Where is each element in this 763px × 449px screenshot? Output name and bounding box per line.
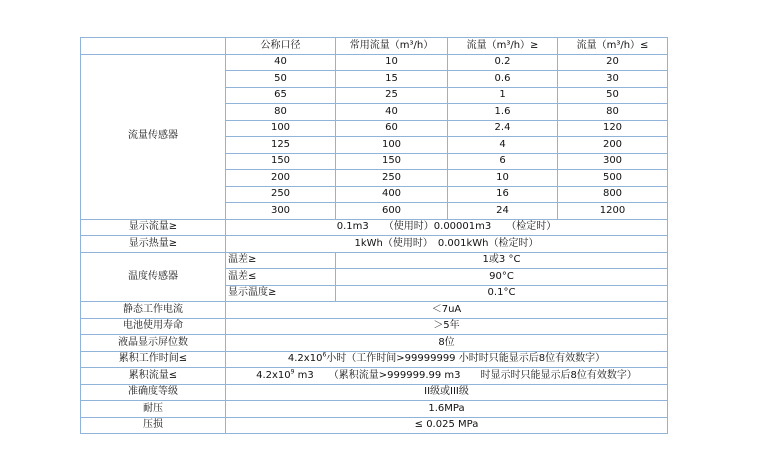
- battery-life-value: ＞5年: [226, 318, 668, 335]
- spec-table: [80, 37, 668, 434]
- lcd-digits-row: [81, 335, 668, 352]
- common-flow-cell: 100: [336, 137, 448, 154]
- max-flow-cell: 30: [558, 71, 668, 88]
- accuracy-class-label: 准确度等级: [81, 384, 226, 401]
- work-time-value-text: 小时（工作时间>99999999 小时时只能显示后8位有效数字）: [326, 353, 606, 364]
- min-flow-cell: 2.4: [448, 120, 558, 137]
- nominal-diameter-cell: 100: [226, 120, 336, 137]
- temp-param-value: 0.1°C: [336, 285, 668, 302]
- pressure-loss-value: ≤ 0.025 MPa: [226, 417, 668, 434]
- common-flow-cell: 10: [336, 54, 448, 71]
- lcd-digits-label: 液晶显示屏位数: [81, 335, 226, 352]
- common-flow-cell: 25: [336, 87, 448, 104]
- display-flow-label: 显示流量≥: [81, 219, 226, 236]
- accuracy-class-value: II级或III级: [226, 384, 668, 401]
- display-flow-row: [81, 219, 668, 236]
- display-flow-value: 0.1m3 （使用时）0.00001m3 （检定时）: [226, 219, 668, 236]
- work-time-row: [81, 351, 668, 368]
- pressure-resistance-value: 1.6MPa: [226, 401, 668, 418]
- cumulative-flow-value-text: m3 （累积流量>999999.99 m3 时显示时只能显示后8位有效数字）: [294, 369, 637, 381]
- nominal-diameter-cell: 80: [226, 104, 336, 121]
- common-flow-cell: 15: [336, 71, 448, 88]
- max-flow-cell: 200: [558, 137, 668, 154]
- max-flow-cell: 50: [558, 87, 668, 104]
- cumulative-flow-value-exponent: 9: [290, 368, 295, 376]
- header-max-flow: 流量（m³/h）≤: [558, 38, 668, 55]
- temp-sensor-row: [81, 252, 668, 269]
- accuracy-class-row: [81, 384, 668, 401]
- temp-sensor-label: 温度传感器: [81, 252, 226, 302]
- max-flow-cell: 300: [558, 153, 668, 170]
- static-current-value: ＜7uA: [226, 302, 668, 319]
- common-flow-cell: 250: [336, 170, 448, 187]
- work-time-label: 累积工作时间≤: [81, 351, 226, 368]
- work-time-value-base: 4.2x10: [287, 353, 323, 364]
- cumulative-flow-row: [81, 368, 668, 385]
- common-flow-cell: 60: [336, 120, 448, 137]
- temp-param-value: 1或3 °C: [336, 252, 668, 269]
- common-flow-cell: 40: [336, 104, 448, 121]
- nominal-diameter-cell: 150: [226, 153, 336, 170]
- min-flow-cell: 24: [448, 203, 558, 220]
- max-flow-cell: 80: [558, 104, 668, 121]
- nominal-diameter-cell: 200: [226, 170, 336, 187]
- pressure-loss-label: 压损: [81, 417, 226, 434]
- cumulative-flow-value-base: 4.2x10: [256, 369, 291, 381]
- nominal-diameter-cell: 65: [226, 87, 336, 104]
- display-heat-label: 显示热量≥: [81, 236, 226, 253]
- common-flow-cell: 400: [336, 186, 448, 203]
- min-flow-cell: 0.6: [448, 71, 558, 88]
- max-flow-cell: 20: [558, 54, 668, 71]
- min-flow-cell: 1: [448, 87, 558, 104]
- temp-param-name: 温差≤: [226, 269, 336, 286]
- min-flow-cell: 0.2: [448, 54, 558, 71]
- max-flow-cell: 1200: [558, 203, 668, 220]
- work-time-value: [226, 351, 668, 368]
- static-current-row: [81, 302, 668, 319]
- pressure-resistance-label: 耐压: [81, 401, 226, 418]
- min-flow-cell: 10: [448, 170, 558, 187]
- static-current-label: 静态工作电流: [81, 302, 226, 319]
- max-flow-cell: 800: [558, 186, 668, 203]
- pressure-loss-row: [81, 417, 668, 434]
- min-flow-cell: 6: [448, 153, 558, 170]
- flow-sensor-row: [81, 54, 668, 71]
- nominal-diameter-cell: 50: [226, 71, 336, 88]
- lcd-digits-value: 8位: [226, 335, 668, 352]
- temp-param-value: 90°C: [336, 269, 668, 286]
- display-heat-value: 1kWh（使用时） 0.001kWh（检定时）: [226, 236, 668, 253]
- nominal-diameter-cell: 300: [226, 203, 336, 220]
- flow-sensor-label: 流量传感器: [81, 54, 226, 219]
- nominal-diameter-cell: 125: [226, 137, 336, 154]
- min-flow-cell: 1.6: [448, 104, 558, 121]
- table-header-row: [81, 38, 668, 55]
- work-time-value-exponent: 6: [322, 351, 327, 359]
- cumulative-flow-value: [226, 368, 668, 385]
- battery-life-label: 电池使用寿命: [81, 318, 226, 335]
- cumulative-flow-label: 累积流量≤: [81, 368, 226, 385]
- header-min-flow: 流量（m³/h）≥: [448, 38, 558, 55]
- header-common-flow: 常用流量（m³/h）: [336, 38, 448, 55]
- common-flow-cell: 150: [336, 153, 448, 170]
- pressure-resistance-row: [81, 401, 668, 418]
- nominal-diameter-cell: 250: [226, 186, 336, 203]
- temp-param-name: 显示温度≥: [226, 285, 336, 302]
- battery-life-row: [81, 318, 668, 335]
- max-flow-cell: 120: [558, 120, 668, 137]
- nominal-diameter-cell: 40: [226, 54, 336, 71]
- min-flow-cell: 16: [448, 186, 558, 203]
- max-flow-cell: 500: [558, 170, 668, 187]
- temp-param-name: 温差≥: [226, 252, 336, 269]
- min-flow-cell: 4: [448, 137, 558, 154]
- header-blank: [81, 38, 226, 55]
- display-heat-row: [81, 236, 668, 253]
- common-flow-cell: 600: [336, 203, 448, 220]
- header-nominal-diameter: 公称口径: [226, 38, 336, 55]
